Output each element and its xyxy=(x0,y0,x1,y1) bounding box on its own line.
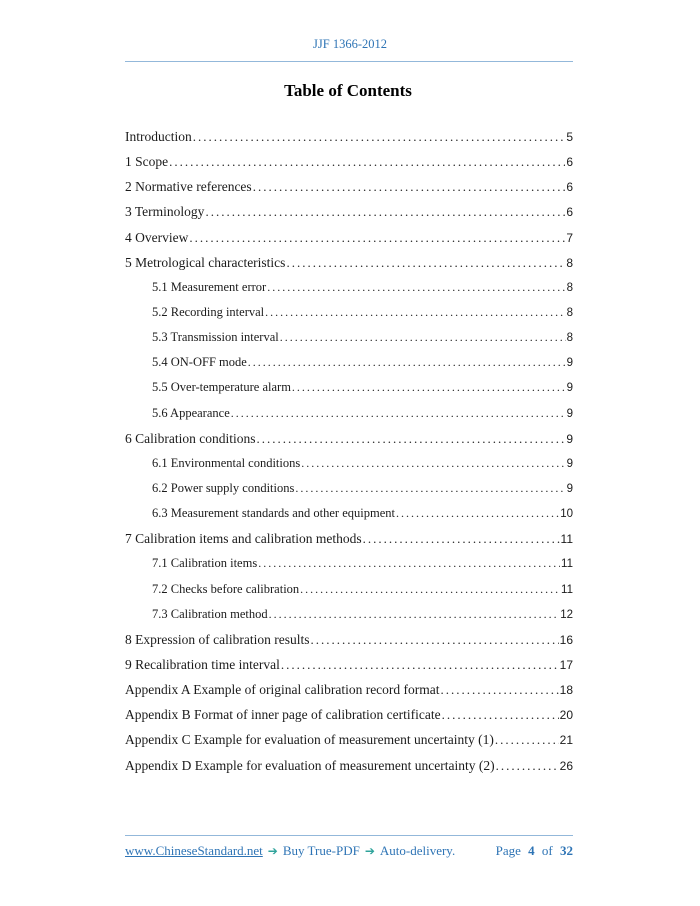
toc-entry-label: 7.3 Calibration method xyxy=(152,606,268,621)
toc-entry-label: Appendix D Example for evaluation of measurement uncertainty (2) xyxy=(125,757,495,773)
toc-page-number: 20 xyxy=(559,708,573,723)
current-page-number: 4 xyxy=(528,843,535,858)
toc-row xyxy=(125,330,573,355)
dot-leader xyxy=(257,431,566,447)
toc-entry-label: 6.1 Environmental conditions xyxy=(152,455,301,470)
toc-page-number: 11 xyxy=(561,583,573,596)
dot-leader xyxy=(286,255,565,271)
toc-page-number: 7 xyxy=(566,230,573,245)
toc-row xyxy=(125,506,573,531)
toc-entry-label: 5.3 Transmission interval xyxy=(152,330,279,345)
buy-label: Buy True-PDF xyxy=(282,843,360,858)
toc-entry-label: 1 Scope xyxy=(125,154,169,170)
page-footer xyxy=(125,843,573,859)
toc-entry-label: 9 Recalibration time interval xyxy=(125,656,280,672)
arrow-right-icon: ➔ xyxy=(267,844,278,858)
toc-row xyxy=(125,355,573,380)
toc-entry-label: 8 Expression of calibration results xyxy=(125,631,310,647)
dot-leader xyxy=(267,280,565,295)
toc-page-number: 9 xyxy=(566,407,573,420)
delivery-label: Auto-delivery. xyxy=(379,843,456,858)
site-link[interactable]: www.ChineseStandard.net xyxy=(125,843,263,858)
toc-row xyxy=(125,380,573,405)
toc-row xyxy=(125,230,573,255)
toc-entry-label: 7.1 Calibration items xyxy=(152,556,258,571)
dot-leader xyxy=(496,758,559,774)
toc-page-number: 21 xyxy=(559,733,573,748)
toc-row xyxy=(125,280,573,305)
toc-entry-label: 5.6 Appearance xyxy=(152,405,230,420)
dot-leader xyxy=(269,607,560,622)
toc-page-number: 9 xyxy=(566,457,573,470)
toc-row xyxy=(125,732,573,757)
toc-entry-label: 5.5 Over-temperature alarm xyxy=(152,380,291,395)
toc-entry-label: 7.2 Checks before calibration xyxy=(152,581,300,596)
toc-entry-label: Appendix A Example of original calibration record format xyxy=(125,682,440,698)
toc-entry-label: 5.4 ON-OFF mode xyxy=(152,355,247,370)
toc-page-number: 11 xyxy=(560,532,573,547)
page-indicator xyxy=(496,843,573,859)
dot-leader xyxy=(441,682,559,698)
toc-row xyxy=(125,632,573,657)
toc-page-number: 8 xyxy=(566,306,573,319)
toc-page-number: 6 xyxy=(566,155,573,170)
toc-row xyxy=(125,607,573,632)
toc-entry-label: 6.2 Power supply conditions xyxy=(152,480,295,495)
doc-code-header: JJF 1366-2012 xyxy=(313,37,387,51)
toc-row xyxy=(125,255,573,280)
toc-row xyxy=(125,582,573,607)
toc-page-number: 18 xyxy=(559,683,573,698)
toc-page-number: 9 xyxy=(566,357,573,370)
header-rule xyxy=(125,61,573,62)
toc-entry-label: 3 Terminology xyxy=(125,204,205,220)
dot-leader xyxy=(442,707,559,723)
toc-row xyxy=(125,758,573,783)
toc-row xyxy=(125,154,573,179)
page-word: Page xyxy=(495,843,521,858)
dot-leader xyxy=(248,355,566,370)
dot-leader xyxy=(396,506,559,521)
dot-leader xyxy=(258,556,560,571)
dot-leader xyxy=(310,632,558,648)
toc-entry-label: Introduction xyxy=(125,129,192,144)
toc-row xyxy=(125,707,573,732)
toc-row xyxy=(125,305,573,330)
toc-row xyxy=(125,531,573,556)
dot-leader xyxy=(281,657,559,673)
dot-leader xyxy=(295,481,565,496)
dot-leader xyxy=(189,230,565,246)
dot-leader xyxy=(253,179,566,195)
footer-left xyxy=(125,843,455,859)
footer-rule xyxy=(125,835,573,836)
toc-page-number: 8 xyxy=(566,332,573,345)
toc-page-number: 9 xyxy=(566,431,573,446)
toc-entry-label: 6 Calibration conditions xyxy=(125,430,256,446)
toc-page-number: 11 xyxy=(561,558,573,571)
dot-leader xyxy=(363,531,560,547)
toc-row xyxy=(125,481,573,506)
arrow-right-icon: ➔ xyxy=(364,844,375,858)
table-of-contents xyxy=(125,129,573,783)
toc-entry-label: Appendix B Format of inner page of calibration certificate xyxy=(125,707,441,723)
toc-entry-label: Appendix C Example for evaluation of measurement uncertainty (1) xyxy=(125,732,494,748)
total-page-number: 32 xyxy=(560,843,573,858)
dot-leader xyxy=(205,204,565,220)
dot-leader xyxy=(193,129,566,145)
toc-row xyxy=(125,406,573,431)
dot-leader xyxy=(265,305,565,320)
toc-entry-label: 5 Metrological characteristics xyxy=(125,254,286,270)
toc-row xyxy=(125,129,573,154)
toc-row xyxy=(125,556,573,581)
toc-page-number: 16 xyxy=(559,632,573,647)
toc-page-number: 6 xyxy=(566,205,573,220)
toc-entry-label: 5.2 Recording interval xyxy=(152,304,265,319)
toc-page-number: 17 xyxy=(559,657,573,672)
dot-leader xyxy=(300,582,560,597)
toc-page-number: 10 xyxy=(560,508,573,521)
toc-entry-label: 6.3 Measurement standards and other equipment xyxy=(152,506,395,521)
toc-row xyxy=(125,204,573,229)
dot-leader xyxy=(169,154,565,170)
dot-leader xyxy=(292,380,566,395)
toc-page-number: 8 xyxy=(566,281,573,294)
toc-page-number: 6 xyxy=(566,180,573,195)
toc-entry-label: 4 Overview xyxy=(125,229,189,245)
dot-leader xyxy=(231,406,566,421)
page-title: Table of Contents xyxy=(284,81,412,100)
toc-entry-label: 7 Calibration items and calibration methods xyxy=(125,531,362,547)
toc-row xyxy=(125,179,573,204)
toc-page-number: 9 xyxy=(566,382,573,395)
toc-row xyxy=(125,657,573,682)
toc-row xyxy=(125,456,573,481)
toc-row xyxy=(125,431,573,456)
dot-leader xyxy=(495,732,559,748)
toc-entry-label: 2 Normative references xyxy=(125,179,252,195)
toc-page-number: 26 xyxy=(559,758,573,773)
toc-page-number: 9 xyxy=(566,482,573,495)
toc-page-number: 5 xyxy=(566,130,573,144)
of-word: of xyxy=(541,843,553,858)
toc-row xyxy=(125,682,573,707)
toc-page-number: 8 xyxy=(566,255,573,270)
dot-leader xyxy=(301,456,565,471)
dot-leader xyxy=(280,330,566,345)
toc-page-number: 12 xyxy=(560,608,573,621)
toc-entry-label: 5.1 Measurement error xyxy=(152,279,267,294)
